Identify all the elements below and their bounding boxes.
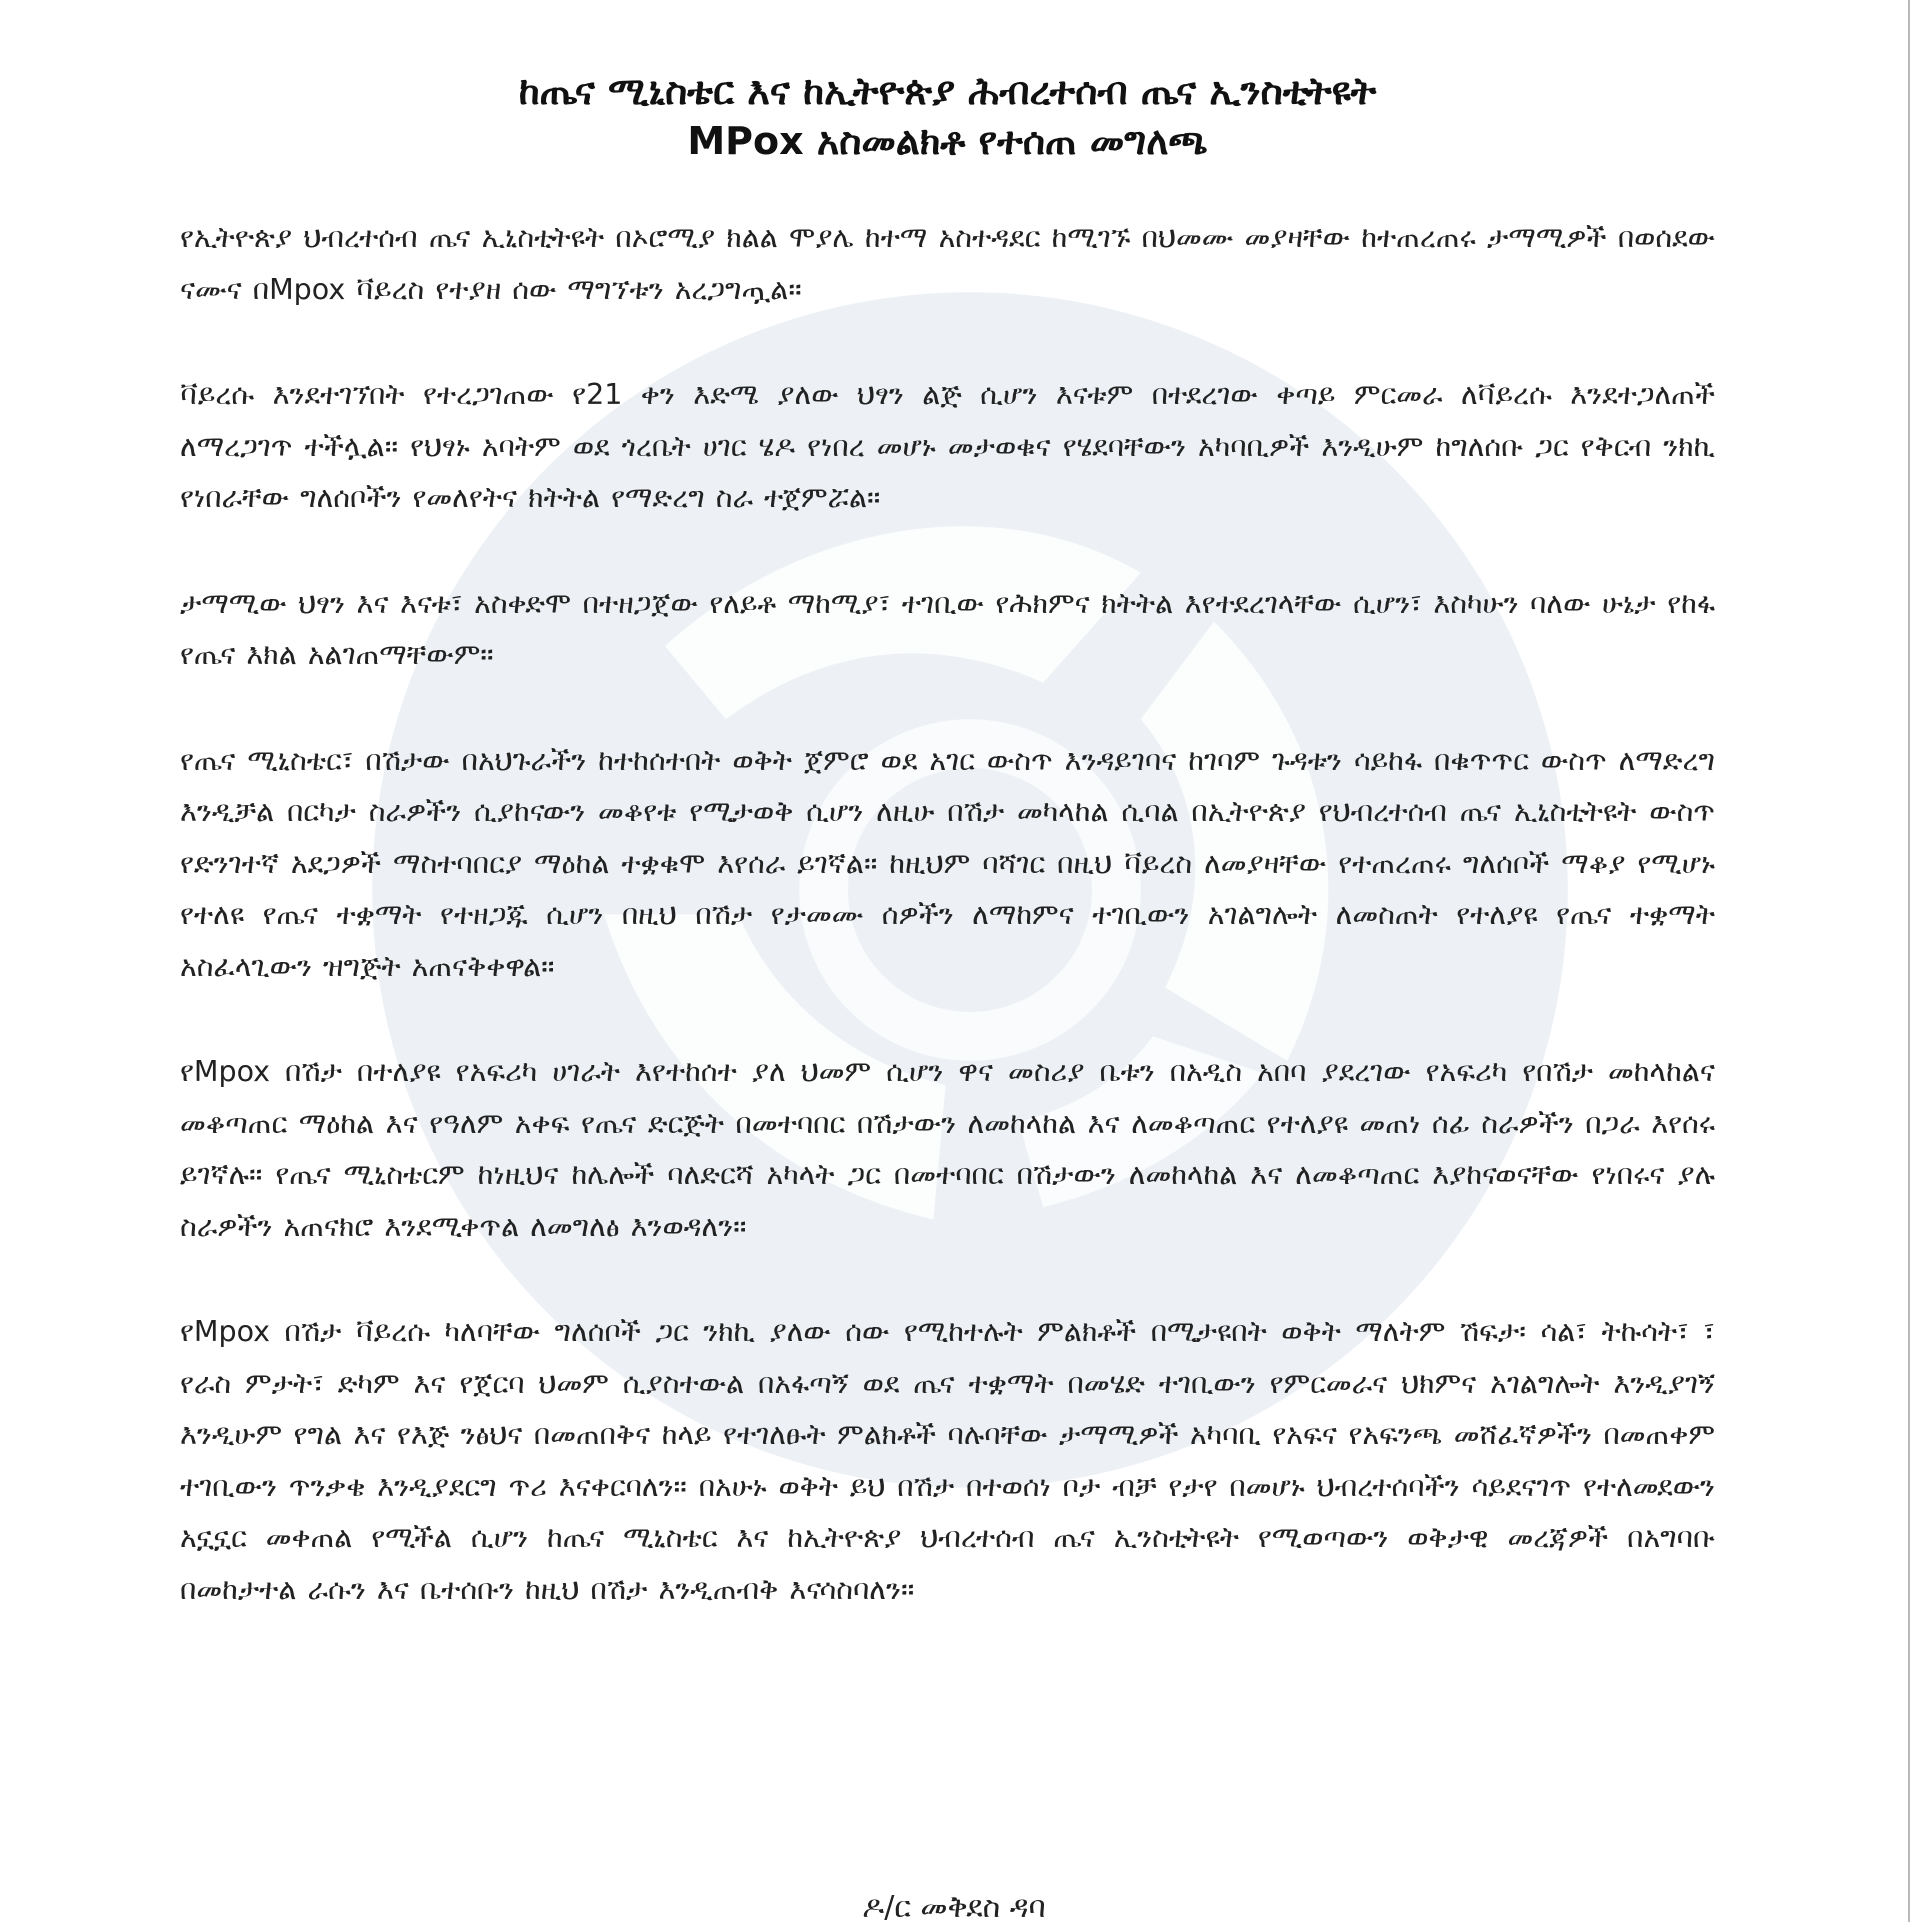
page-edge-divider [1908, 0, 1910, 1922]
paragraph-5: የMpox በሽታ በተለያዩ የአፍሪካ ሀገራት እየተከሰተ ያለ ህመም ሲሆን ዋና መስሪያ ቤቱን በአዲስ አበባ ያደረገው የአፍሪካ የበሽታ መከላከልና መቆጣጠር ማዕከል እና የዓለም አቀፍ የጤና ድርጅት በመተባበር በሽታውን ለመከላከል እና ለመቆጣጠር የተለያዩ መጠነ ሰፊ ስራዎችን በጋራ እየሰሩ ይገኛሉ። የጤና ሚኒስቴርም ከነዚህና ከሌሎች ባለድርሻ አካላት ጋር በመተባበር በሽታውን ለመከላከል እና ለመቆጣጠር እያከናወናቸው የነበሩና ያሉ ስራዎችን አጠናክሮ እንደሚቀጥል ለመግለፅ እንወዳለን። [180, 1055, 1715, 1243]
signature-name: ዶ/ር መቅደስ ዳባ [862, 1890, 1046, 1925]
document-body [180, 66, 1715, 1669]
paragraph-6: የMpox በሽታ ቫይረሱ ካለባቸው ግለሰቦች ጋር ንክኪ ያለው ሰው የሚከተሉት ምልክቶች በሚታዩበት ወቅት ማለትም ሽፍታ፡ ሳል፣ ትኩሳት፣ ፣ የራስ ምታት፣ ድካም እና የጀርባ ህመም ሲያስተውል በአፋጣኝ ወደ ጤና ተቋማት በመሄድ ተገቢውን የምርመራና ህክምና አገልግሎት እንዲያገኝ እንዲሁም የግል እና የእጅ ንፅህና በመጠበቅና ከላይ የተገለፁት ምልክቶች ባሉባቸው ታማሚዎች አካባቢ የአፍና የአፍንጫ መሸፈኛዎችን በመጠቀም ተገቢውን ጥንቃቄ እንዲያደርግ ጥሪ እናቀርባለን። በአሁኑ ወቅት ይህ በሽታ በተወሰነ ቦታ ብቻ የታየ በመሆኑ ህብረተሰባችን ሳይደናገጥ የተለመደውን አኗኗር መቀጠል የሚችል ሲሆን ከጤና ሚኒስቴር እና ከኢትዮጵያ ህብረተሰብ ጤና ኢንስቲትዩት የሚወጣውን ወቅታዊ መረጃዎች በአግባቡ በመከታተል ራሱን እና ቤተሰቡን ከዚህ በሽታ እንዲጠብቅ እናሳስባለን። [180, 1315, 1715, 1606]
paragraph-1: የኢትዮጵያ ህብረተሰብ ጤና ኢኒስቲትዩት በኦሮሚያ ክልል ሞያሌ ከተማ አስተዳደር ከሚገኙ በህመሙ መያዛቸው ከተጠረጠሩ ታማሚዎች በወሰደው ናሙና በMpox ቫይረስ የተያዘ ሰው ማግኘቱን አረጋግጧል። [180, 221, 1715, 306]
document-title [180, 66, 1715, 166]
title-line-1: ከጤና ሚኒስቴር እና ከኢትዮጵያ ሕብረተሰብ ጤና ኢንስቲትዩት [518, 69, 1377, 113]
paragraph-3: ታማሚው ህፃን እና እናቱ፣ አስቀድሞ በተዘጋጀው የለይቶ ማከሚያ፣ ተገቢው የሕክምና ክትትል እየተደረገላቸው ሲሆን፣ እስካሁን ባለው ሁኔታ የከፋ የጤና እክል አልገጠማቸውም። [180, 586, 1715, 671]
paragraph-4: የጤና ሚኒስቴር፣ በሽታው በአህጉራችን ከተከሰተበት ወቅት ጀምሮ ወደ አገር ውስጥ እንዳይገባና ከገባም ጉዳቱን ሳይከፋ በቁጥጥር ውስጥ ለማድረግ እንዲቻል በርካታ ስራዎችን ሲያከናውን መቆየቱ የሚታወቅ ሲሆን ለዚሁ በሽታ መካላከል ሲባል በኢትዮጵያ የህብረተሰብ ጤና ኢኒስቲትዩት ውስጥ የድንገተኛ አደጋዎች ማስተባበርያ ማዕከል ተቋቁሞ እየሰራ ይገኛል። ከዚህም ባሻገር በዚህ ቫይረስ ለመያዛቸው የተጠረጠሩ ግለሰቦች ማቆያ የሚሆኑ የተለዩ የጤና ተቋማት የተዘጋጁ ሲሆን በዚህ በሽታ የታመሙ ሰዎችን ለማከምና ተገቢውን አገልግሎት ለመስጠት የተለያዩ የጤና ተቋማት አስፈላጊውን ዝግጅት አጠናቅቀዋል። [180, 743, 1715, 983]
paragraph-2: ቫይረሱ እንደተገኘበት የተረጋገጠው የ21 ቀን እድሜ ያለው ህፃን ልጅ ሲሆን እናቱም በተደረገው ቀጣይ ምርመራ ለቫይረሱ እንደተጋለጠች ለማረጋገጥ ተችሏል። የህፃኑ አባትም ወደ ጎረቤት ሀገር ሄዶ የነበረ መሆኑ መታወቁና የሄደባቸውን አካባቢዎች እንዲሁም ከግለሰቡ ጋር የቅርብ ንክኪ የነበራቸው ግለሰቦችን የመለየትና ክትትል የማድረግ ስራ ተጀምሯል። [180, 378, 1715, 514]
title-line-2: MPox አስመልክቶ የተሰጠ መግለጫ [687, 119, 1208, 163]
